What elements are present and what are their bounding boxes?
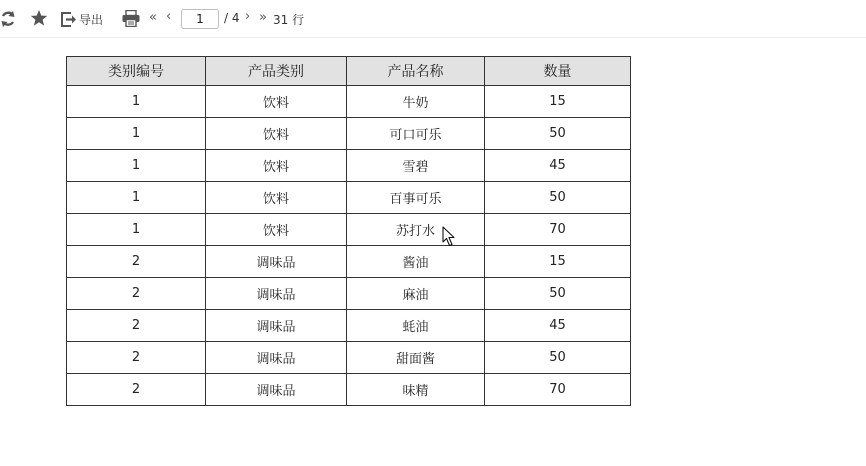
- table-row: [67, 86, 631, 118]
- cell-quantity: 50: [485, 342, 631, 374]
- report-toolbar: [0, 0, 866, 38]
- cell-category: 调味品: [206, 278, 347, 310]
- cell-quantity: 45: [485, 150, 631, 182]
- cell-category: 饮料: [206, 182, 347, 214]
- cell-product-name: 甜面酱: [347, 342, 485, 374]
- cell-category: 饮料: [206, 86, 347, 118]
- cell-category-id: 1: [67, 182, 206, 214]
- page-number-input[interactable]: [181, 9, 219, 29]
- table-row: [67, 182, 631, 214]
- cell-quantity: 50: [485, 118, 631, 150]
- cell-category: 调味品: [206, 310, 347, 342]
- cell-category-id: 2: [67, 310, 206, 342]
- cell-quantity: 70: [485, 374, 631, 406]
- last-page-button[interactable]: »: [259, 10, 267, 25]
- cell-product-name: 蚝油: [347, 310, 485, 342]
- row-count: 31 行: [273, 13, 305, 27]
- page-total: / 4: [224, 11, 240, 25]
- header-quantity: 数量: [485, 57, 631, 86]
- mouse-pointer-icon: [442, 226, 456, 251]
- cell-category-id: 1: [67, 118, 206, 150]
- table-row: [67, 342, 631, 374]
- cell-product-name: 麻油: [347, 278, 485, 310]
- cell-category: 调味品: [206, 342, 347, 374]
- report-table: [66, 56, 631, 406]
- cell-quantity: 50: [485, 278, 631, 310]
- cell-product-name: 酱油: [347, 246, 485, 278]
- cell-product-name: 味精: [347, 374, 485, 406]
- next-page-button[interactable]: ›: [245, 9, 251, 24]
- cell-category-id: 2: [67, 278, 206, 310]
- cell-product-name: 雪碧: [347, 150, 485, 182]
- cell-quantity: 50: [485, 182, 631, 214]
- cell-product-name: 牛奶: [347, 86, 485, 118]
- header-product-name: 产品名称: [347, 57, 485, 86]
- cell-product-name: 可口可乐: [347, 118, 485, 150]
- cell-product-name: 苏打水: [347, 214, 485, 246]
- print-icon[interactable]: [122, 10, 140, 27]
- cell-category: 饮料: [206, 150, 347, 182]
- first-page-button[interactable]: «: [149, 10, 157, 25]
- cell-category-id: 2: [67, 374, 206, 406]
- table-row: [67, 374, 631, 406]
- table-row: [67, 214, 631, 246]
- export-label: 导出: [79, 13, 104, 27]
- prev-page-button[interactable]: ‹: [166, 9, 172, 24]
- table-row: [67, 246, 631, 278]
- export-icon: [61, 12, 76, 27]
- cell-category: 调味品: [206, 374, 347, 406]
- table-row: [67, 118, 631, 150]
- header-category-id: 类别编号: [67, 57, 206, 86]
- cell-category: 调味品: [206, 246, 347, 278]
- table-row: [67, 310, 631, 342]
- table-header-row: [67, 57, 631, 86]
- cell-category: 饮料: [206, 214, 347, 246]
- cell-category: 饮料: [206, 118, 347, 150]
- cell-product-name: 百事可乐: [347, 182, 485, 214]
- header-category: 产品类别: [206, 57, 347, 86]
- cell-quantity: 70: [485, 214, 631, 246]
- cell-quantity: 15: [485, 246, 631, 278]
- cell-quantity: 45: [485, 310, 631, 342]
- cell-category-id: 1: [67, 150, 206, 182]
- star-icon[interactable]: [30, 9, 48, 27]
- cell-quantity: 15: [485, 86, 631, 118]
- cell-category-id: 1: [67, 214, 206, 246]
- table-row: [67, 278, 631, 310]
- cell-category-id: 2: [67, 342, 206, 374]
- cell-category-id: 2: [67, 246, 206, 278]
- table-row: [67, 150, 631, 182]
- cell-category-id: 1: [67, 86, 206, 118]
- refresh-icon[interactable]: [0, 10, 16, 28]
- export-button[interactable]: [61, 11, 103, 28]
